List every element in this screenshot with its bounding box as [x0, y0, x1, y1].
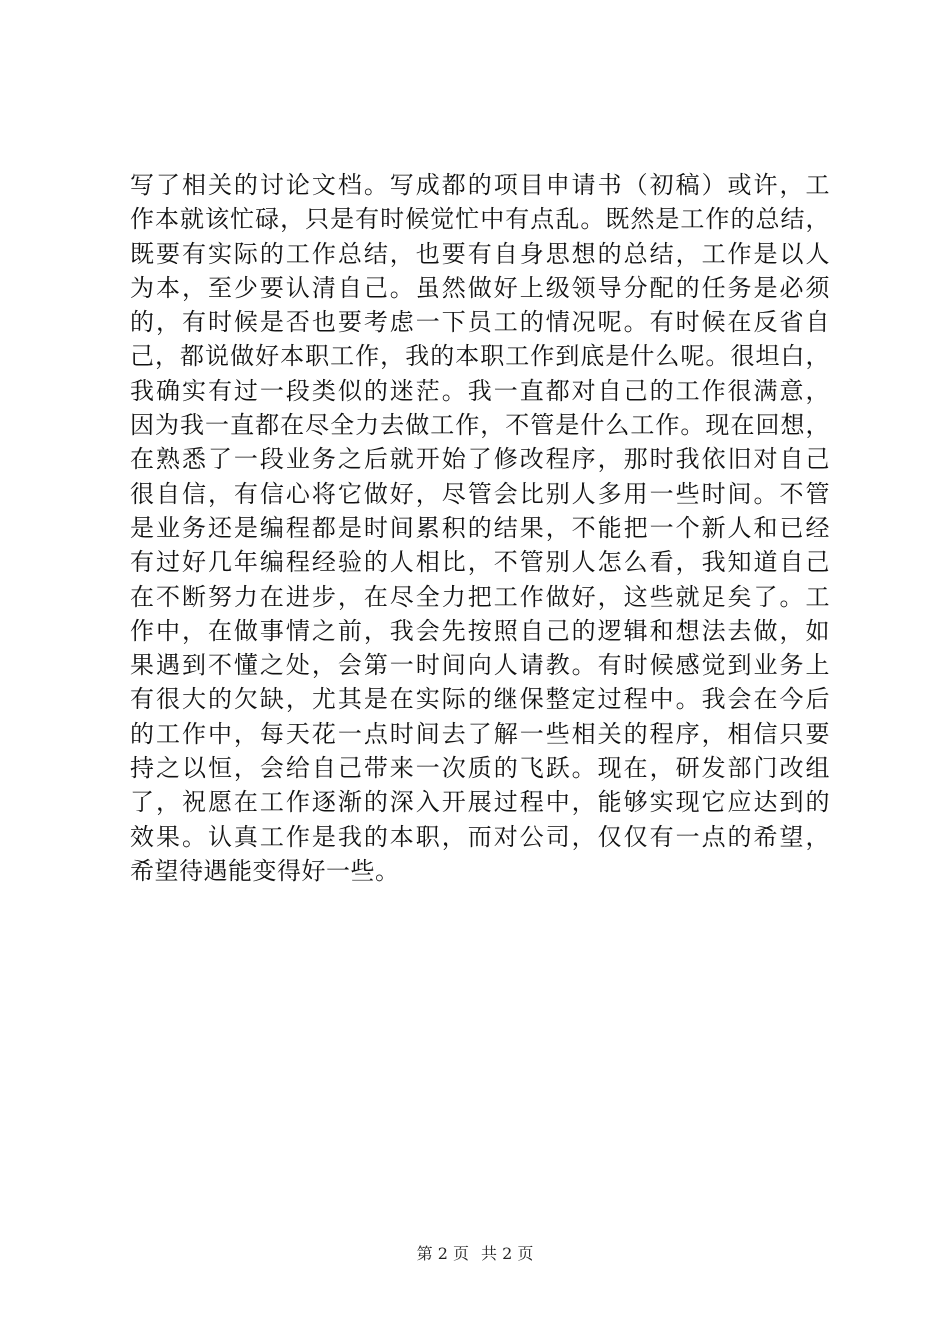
text-line: 果遇到不懂之处，会第一时间向人请教。有时候感觉到业务上 — [130, 651, 830, 680]
text-line: 在熟悉了一段业务之后就开始了修改程序，那时我依旧对自己 — [130, 445, 830, 474]
text-line: 作本就该忙碌，只是有时候觉忙中有点乱。既然是工作的总结， — [130, 205, 830, 234]
text-line: 的工作中，每天花一点时间去了解一些相关的程序，相信只要 — [130, 719, 830, 748]
body-paragraph — [130, 168, 830, 888]
text-line: 写了相关的讨论文档。写成都的项目申请书（初稿）或许，工 — [130, 171, 830, 199]
text-line: 作中，在做事情之前，我会先按照自己的逻辑和想法去做，如 — [130, 616, 830, 645]
text-line: 既要有实际的工作总结，也要有自身思想的总结，工作是以人 — [130, 239, 830, 268]
text-line: 效果。认真工作是我的本职，而对公司，仅仅有一点的希望， — [130, 822, 830, 851]
text-line: 有很大的欠缺，尤其是在实际的继保整定过程中。我会在今后 — [130, 685, 830, 714]
text-line: 持之以恒，会给自己带来一次质的飞跃。现在，研发部门改组 — [130, 754, 830, 783]
text-line: 我确实有过一段类似的迷茫。我一直都对自己的工作很满意， — [130, 376, 830, 405]
text-line: 有过好几年编程经验的人相比，不管别人怎么看，我知道自己 — [130, 548, 830, 577]
text-line: 希望待遇能变得好一些。 — [130, 856, 400, 885]
text-line: 为本，至少要认清自己。虽然做好上级领导分配的任务是必须 — [130, 273, 830, 302]
text-line: 是业务还是编程都是时间累积的结果，不能把一个新人和已经 — [130, 513, 830, 542]
text-line: 了，祝愿在工作逐渐的深入开展过程中，能够实现它应达到的 — [130, 788, 830, 817]
page-footer — [0, 1244, 950, 1264]
text-line: 很自信，有信心将它做好，尽管会比别人多用一些时间。不管 — [130, 479, 830, 508]
page-number: 第 2 页 — [416, 1244, 469, 1263]
total-pages: 共 2 页 — [481, 1244, 534, 1263]
text-line: 在不断努力在进步，在尽全力把工作做好，这些就足矣了。工 — [130, 582, 830, 611]
text-line: 的，有时候是否也要考虑一下员工的情况呢。有时候在反省自 — [130, 308, 830, 337]
text-line: 因为我一直都在尽全力去做工作，不管是什么工作。现在回想， — [130, 411, 830, 440]
text-line: 己，都说做好本职工作，我的本职工作到底是什么呢。很坦白， — [130, 342, 830, 371]
